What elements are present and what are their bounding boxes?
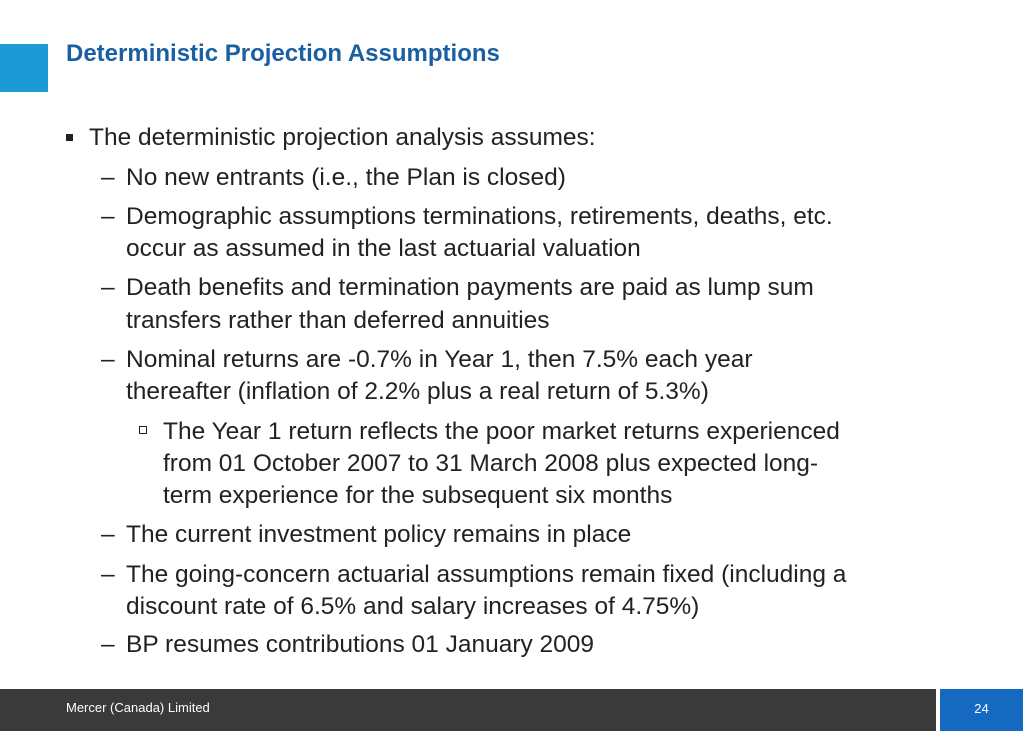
item-text: Death benefits and termination payments are paid as lump sum bbox=[126, 274, 814, 301]
sub-item-text: from 01 October 2007 to 31 March 2008 plus expected long- bbox=[163, 450, 819, 477]
dash-bullet: – bbox=[101, 631, 115, 658]
intro-text: The deterministic projection analysis assumes: bbox=[89, 124, 596, 151]
item-text: transfers rather than deferred annuities bbox=[126, 307, 550, 334]
item-text: thereafter (inflation of 2.2% plus a real return of 5.3%) bbox=[126, 378, 709, 405]
item-text: Nominal returns are -0.7% in Year 1, then 7.5% each year bbox=[126, 346, 753, 373]
item-text: No new entrants (i.e., the Plan is closed) bbox=[126, 164, 566, 191]
dash-bullet: – bbox=[101, 346, 115, 373]
hollow-square-bullet-icon bbox=[139, 426, 147, 434]
square-bullet-icon bbox=[66, 134, 73, 141]
dash-bullet: – bbox=[101, 561, 115, 588]
slide-title: Deterministic Projection Assumptions bbox=[66, 40, 500, 67]
sub-item-text: The Year 1 return reflects the poor market returns experienced bbox=[163, 418, 840, 445]
dash-bullet: – bbox=[101, 203, 115, 230]
item-text: The current investment policy remains in place bbox=[126, 521, 632, 548]
item-text: Demographic assumptions terminations, retirements, deaths, etc. bbox=[126, 203, 833, 230]
item-text: occur as assumed in the last actuarial valuation bbox=[126, 235, 641, 262]
footer-company: Mercer (Canada) Limited bbox=[66, 700, 210, 715]
dash-bullet: – bbox=[101, 164, 115, 191]
sub-item-text: term experience for the subsequent six months bbox=[163, 482, 673, 509]
page-number: 24 bbox=[974, 701, 989, 716]
title-accent-block bbox=[0, 44, 48, 92]
dash-bullet: – bbox=[101, 274, 115, 301]
dash-bullet: – bbox=[101, 521, 115, 548]
item-text: discount rate of 6.5% and salary increases of 4.75%) bbox=[126, 593, 700, 620]
item-text: The going-concern actuarial assumptions remain fixed (including a bbox=[126, 561, 847, 588]
item-text: BP resumes contributions 01 January 2009 bbox=[126, 631, 595, 658]
